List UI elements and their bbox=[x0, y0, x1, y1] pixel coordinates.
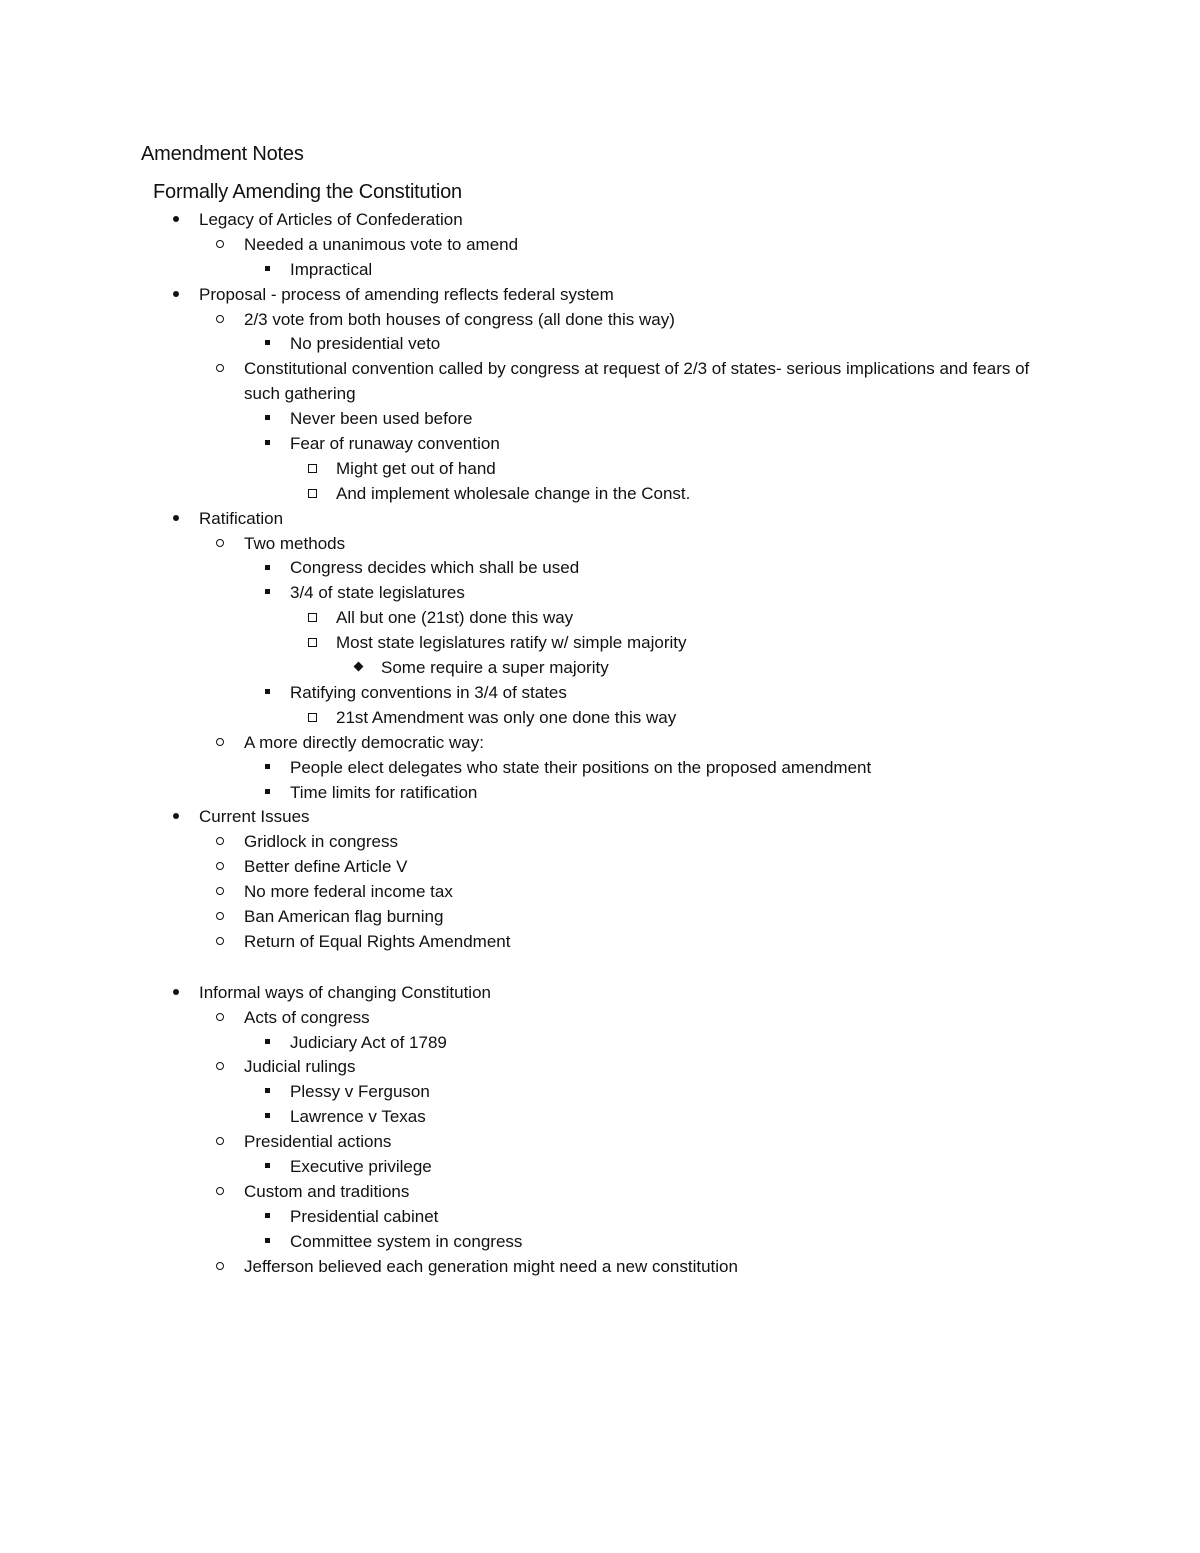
list-item-text: Might get out of hand bbox=[336, 458, 496, 478]
list-item bbox=[0, 880, 1200, 905]
list-item-text: Fear of runaway convention bbox=[290, 434, 500, 454]
bullet-circle-icon bbox=[210, 930, 230, 955]
list-item-text: Proposal - process of amending reflects federal system bbox=[199, 284, 614, 304]
bullet-disc-icon bbox=[166, 981, 186, 1006]
bullet-circle-icon bbox=[210, 1255, 230, 1280]
section-heading: Formally Amending the Constitution bbox=[153, 181, 462, 203]
list-item bbox=[0, 855, 1200, 880]
bullet-hollow-square-icon bbox=[302, 482, 322, 507]
list-item bbox=[0, 905, 1200, 930]
bullet-disc-icon bbox=[166, 283, 186, 308]
list-item bbox=[0, 606, 1200, 631]
bullet-square-icon bbox=[257, 1230, 277, 1255]
list-item bbox=[0, 556, 1200, 581]
list-item bbox=[0, 706, 1200, 731]
list-item bbox=[0, 1006, 1200, 1031]
list-item bbox=[0, 357, 1200, 407]
bullet-hollow-square-icon bbox=[302, 457, 322, 482]
bullet-square-icon bbox=[257, 1031, 277, 1056]
list-item bbox=[0, 233, 1200, 258]
list-item-text: 2/3 vote from both houses of congress (all done this way) bbox=[244, 309, 675, 329]
list-item-text: No presidential veto bbox=[290, 334, 441, 354]
list-item-text: Needed a unanimous vote to amend bbox=[244, 234, 519, 254]
list-item-text: Plessy v Ferguson bbox=[290, 1082, 430, 1102]
list-item bbox=[0, 1255, 1200, 1280]
list-item-text: Lawrence v Texas bbox=[290, 1107, 426, 1127]
list-item bbox=[0, 507, 1200, 532]
list-item bbox=[0, 1230, 1200, 1255]
bullet-circle-icon bbox=[210, 308, 230, 333]
list-item-text: Judiciary Act of 1789 bbox=[290, 1032, 447, 1052]
list-item-text: Presidential cabinet bbox=[290, 1206, 439, 1226]
bullet-square-icon bbox=[257, 781, 277, 806]
list-item-text: Impractical bbox=[290, 259, 373, 279]
bullet-square-icon bbox=[257, 556, 277, 581]
bullet-square-icon bbox=[257, 681, 277, 706]
bullet-circle-icon bbox=[210, 880, 230, 905]
list-item-text: 3/4 of state legislatures bbox=[290, 583, 465, 603]
list-item bbox=[0, 532, 1200, 557]
list-item-text: Legacy of Articles of Confederation bbox=[199, 210, 463, 229]
list-item-text: And implement wholesale change in the Const. bbox=[336, 483, 691, 503]
list-item-text: Constitutional convention called by congress at request of 2/3 of states- serious implications and fears of such gathering bbox=[244, 359, 1030, 404]
list-item-text: Executive privilege bbox=[290, 1156, 432, 1176]
bullet-square-icon bbox=[257, 1080, 277, 1105]
list-item-text: Better define Article V bbox=[244, 857, 408, 877]
bullet-circle-icon bbox=[210, 1006, 230, 1031]
list-item bbox=[0, 581, 1200, 606]
list-item bbox=[0, 805, 1200, 830]
bullet-circle-icon bbox=[210, 233, 230, 258]
list-item-text: 21st Amendment was only one done this way bbox=[336, 707, 677, 727]
list-item bbox=[0, 756, 1200, 781]
list-item-text: All but one (21st) done this way bbox=[336, 608, 574, 628]
bullet-square-icon bbox=[257, 1205, 277, 1230]
bullet-hollow-square-icon bbox=[302, 706, 322, 731]
list-item bbox=[0, 830, 1200, 855]
bullet-square-icon bbox=[257, 1155, 277, 1180]
list-item bbox=[0, 1080, 1200, 1105]
list-item bbox=[0, 981, 1200, 1006]
list-item-text: A more directly democratic way: bbox=[244, 732, 484, 752]
list-item-text: Congress decides which shall be used bbox=[290, 558, 580, 578]
bullet-disc-icon bbox=[166, 507, 186, 532]
list-item bbox=[0, 482, 1200, 507]
bullet-disc-icon bbox=[166, 805, 186, 830]
list-item-text: Committee system in congress bbox=[290, 1231, 523, 1251]
bullet-circle-icon bbox=[210, 357, 230, 382]
list-item bbox=[0, 1130, 1200, 1155]
bullet-square-icon bbox=[257, 432, 277, 457]
list-item bbox=[0, 432, 1200, 457]
bullet-diamond-icon bbox=[348, 656, 368, 681]
list-item bbox=[0, 332, 1200, 357]
bullet-circle-icon bbox=[210, 1180, 230, 1205]
list-item-text: Most state legislatures ratify w/ simple majority bbox=[336, 633, 687, 653]
bullet-circle-icon bbox=[210, 1130, 230, 1155]
document-title: Amendment Notes bbox=[141, 143, 304, 165]
bullet-circle-icon bbox=[210, 905, 230, 930]
list-item bbox=[0, 1105, 1200, 1130]
list-item bbox=[0, 1205, 1200, 1230]
bullet-square-icon bbox=[257, 258, 277, 283]
bullet-square-icon bbox=[257, 407, 277, 432]
bullet-circle-icon bbox=[210, 731, 230, 756]
list-item bbox=[0, 457, 1200, 482]
list-item bbox=[0, 930, 1200, 955]
list-item bbox=[0, 1180, 1200, 1205]
list-item-text: Custom and traditions bbox=[244, 1181, 410, 1201]
list-item bbox=[0, 283, 1200, 308]
list-item-text: Presidential actions bbox=[244, 1132, 392, 1152]
bullet-hollow-square-icon bbox=[302, 631, 322, 656]
bullet-circle-icon bbox=[210, 830, 230, 855]
bullet-circle-icon bbox=[210, 1055, 230, 1080]
bullet-disc-icon bbox=[166, 208, 186, 233]
list-item bbox=[0, 407, 1200, 432]
list-item-text: Jefferson believed each generation might need a new constitution bbox=[244, 1256, 738, 1276]
bullet-circle-icon bbox=[210, 855, 230, 880]
list-item-text: Two methods bbox=[244, 533, 346, 553]
list-item-text: Informal ways of changing Constitution bbox=[199, 982, 491, 1002]
bullet-square-icon bbox=[257, 332, 277, 357]
list-item bbox=[0, 208, 1200, 233]
bullet-square-icon bbox=[257, 581, 277, 606]
list-item-text: Gridlock in congress bbox=[244, 832, 399, 852]
bullet-square-icon bbox=[257, 1105, 277, 1130]
list-item-text: People elect delegates who state their positions on the proposed amendment bbox=[290, 757, 872, 777]
list-item-text: Ban American flag burning bbox=[244, 906, 444, 926]
list-item bbox=[0, 656, 1200, 681]
list-item-text: Never been used before bbox=[290, 409, 473, 429]
list-item bbox=[0, 308, 1200, 333]
list-item bbox=[0, 258, 1200, 283]
list-item-text: Some require a super majority bbox=[381, 658, 609, 678]
bullet-hollow-square-icon bbox=[302, 606, 322, 631]
list-item-text: Ratification bbox=[199, 508, 284, 528]
list-item-text: Current Issues bbox=[199, 807, 310, 827]
list-item bbox=[0, 1155, 1200, 1180]
bullet-circle-icon bbox=[210, 532, 230, 557]
list-item bbox=[0, 1055, 1200, 1080]
list-item-text: Acts of congress bbox=[244, 1007, 370, 1027]
list-item bbox=[0, 631, 1200, 656]
list-item-text: Time limits for ratification bbox=[290, 782, 478, 802]
bullet-square-icon bbox=[257, 756, 277, 781]
list-item bbox=[0, 781, 1200, 806]
list-item-text: Return of Equal Rights Amendment bbox=[244, 931, 511, 951]
list-item-text: Judicial rulings bbox=[244, 1057, 356, 1077]
list-item bbox=[0, 731, 1200, 756]
list-item-text: Ratifying conventions in 3/4 of states bbox=[290, 682, 567, 702]
list-item bbox=[0, 681, 1200, 706]
list-item-text: No more federal income tax bbox=[244, 882, 453, 902]
notes-outline bbox=[0, 208, 1200, 1279]
list-item bbox=[0, 1031, 1200, 1056]
